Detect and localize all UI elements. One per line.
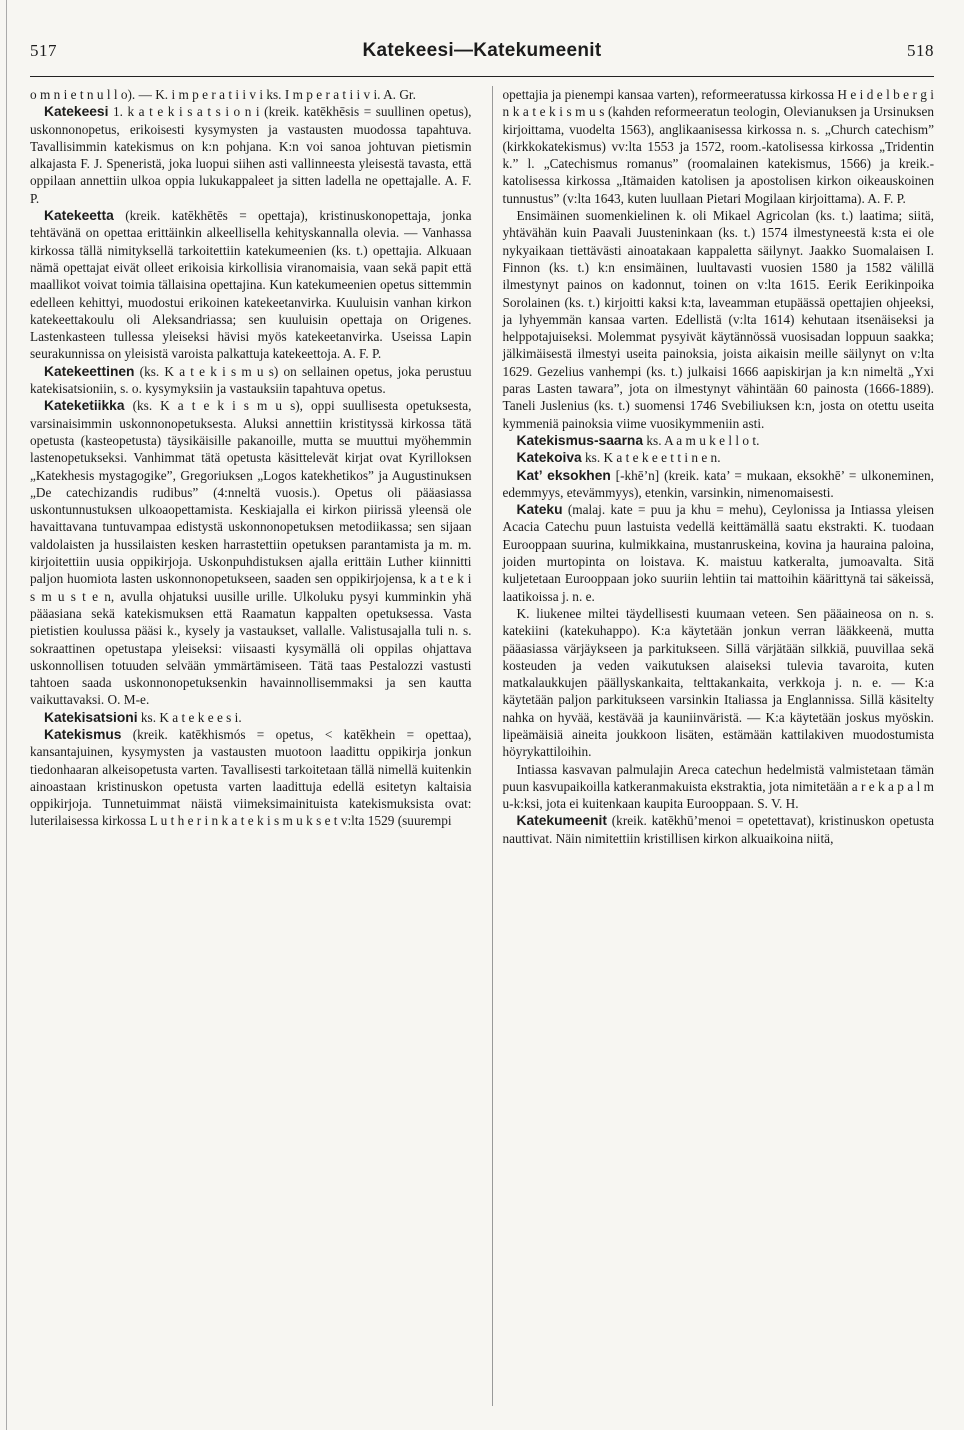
entry-paragraph [503,449,935,466]
entry-text: ks. A a m u k e l l o t. [643,432,760,448]
entry-paragraph [503,605,935,761]
entry-text: [-khē’n] (kreik. kata’ = mukaan, eksokhē’ = ulkoneminen, edemmyys, etevämmyys), etenkin, varsinkin, nimenomaisesti. [502,467,934,500]
text-columns [30,86,934,1406]
right-column [492,86,935,1406]
entry-headword: Katekeetta [44,208,114,224]
entry-paragraph [30,103,472,207]
page-header [30,40,934,77]
entry-paragraph [30,397,472,708]
entry-paragraph [503,761,935,813]
entry-headword: Katekeesi [44,104,109,120]
entry-text: (ks. K a t e k i s m u s) on sellainen opetus, joka perustuu katekisatsioniin, s. o. kysymyksiin ja vastauksiin tapahtuva opetus. [30,363,472,397]
entry-paragraph [503,467,935,502]
entry-headword: Katekisatsioni [44,709,138,725]
entry-headword: Katekismus [44,726,122,742]
entry-text: (ks. K a t e k i s m u s), oppi suullisesta opetuksesta, varsinaisimmin uskonnonopetuksesta. Aluksi annettiin kristityssä kirkossa tätä opetusta (kasteopetusta) täysikäisille pakanoille, mutta se muuttui myöhemmin lastenopetukseksi. Vanhimmat tätä opetusta käsittelevät kirjat ovat Kyrilloksen „Katekhesis mystagogike”, Gregoriuksen „Logos katekhetikos” ja Augustinuksen „De catechizandis rudibus” (4:nneltä vuosis.). Opetus oli pääasiassa uskontunnustuksen ulkoaopettamista. Keskiajalla ei kirkon piirissä yleensä ole havaittavana tuntuvampaa edistystä uskonnonopetuksen metodiikassa; sen sijaan valdolaisten ja hussilaisten kesken harrastettiin opetuksen parantamista ja m. m. kirjoitettiin uusia oppikirjoja. Uskonpuhdistuksen ajalla erittäin Luther kiinnitti paljon huomiota lasten uskonnonopetukseen, saaden sen oppikirjojensa, k a t e k i s m u s t e n, avulla ohjatuksi uusille urille. Ulkoluku pysyi kumminkin yhä pääasiana sekä katekismuksen että Raamatun kappalten opetuksessa. Vasta pietistien koulussa pääsi k., kysely ja vastaukset, vallalle. Valistusajalla tuli n. s. sokraattinen opetustapa yleiseksi: viisaasti kysymällä oli oppilas ohjattava uskonnollisen totuuden selvään ymmärtämiseen. Tätä taas Pestalozzi vastusti tahtoen saada uskonnonopetuksenkin havainnollisemmaksi ja sen kautta vaikuttavaksi. O. M-e. [30,398,472,708]
entry-headword: Katekismus-saarna [516,432,644,448]
left-column [30,86,472,1406]
entry-paragraph [503,207,935,432]
entry-text: (kreik. katēkhū’menoi = opetettavat), kristinuskon opetusta nauttivat. Näin nimitettiin kristillisen kirkon alkuaikoina niitä, [502,813,934,846]
entry-text: K. liukenee miltei täydellisesti kuumaan veteen. Sen pääaineosa on n. s. katekiini (katekuhappo). K:a käytetään jonkun verran lääkkeenä, mutta pääasiassa värjäykseen ja parkitukseen. Sillä värjätään silkkiä, puuvillaa sekä kosteuden ja veden vaikutuksen alaiseksi tulevia tavaroita, kuten matkalaukkujen päällyskankaita, telttakankaita, verkkoja j. n. e. — K:a käytetään paljon parkitukseen varsinkin Italiassa ja Englannissa. Sillä käsitelty nahka on hyvää, kestävää ja kauniinväristä. — K:a käytetään joskus myöskin. lipeämäisiä aineita joukkoon lisäten, estämään kattilakiven muodostumista höyrykattiloihin. [502,605,934,760]
entry-paragraph [30,207,472,363]
right-page-number: 518 [907,41,934,60]
entry-paragraph [503,86,935,207]
entry-headword: Katekeettinen [44,363,135,379]
entry-text: Ensimäinen suomenkielinen k. oli Mikael Agricolan (ks. t.) laatima; siitä, yhtävähän kuin Paavali Juusteninkaan (ks. t.) 1574 ilmestyneestä k:sta ei ole nykyaikaan tiettävästi ainoatakaan kappaletta säilynyt. Jaakko Suomalaisen I. Finnon (ks. t.) k:n ensimäinen, luultavasti vuosien 1580 ja 1582 välillä ilmestynyt painos on kadonnut, toinen on v:lta 1615. Eerik Eerikinpoika Sorolainen (ks. t.) kirjoitti kaksi k:ta, laveamman etupäässä opettajien ohjeeksi, ja lyhyemmän kansaa varten. Edellistä (v:lta 1614) kehutaan itsenäiseksi ja helppotajuiseksi. Molemmat pysyivät käytännössä vuosisadan loppuun saakka; jälkimäisestä ilmestyi useita painoksia, joista aikaisin meille säilynyt on v:lta 1629. Gezelius vanhempi (ks. t.) julkaisi 1666 aapiskirjan ja k:n nimeltä „Yxi paras Lasten tawara”, jota on ilmestynyt vähintään 60 painosta (1666-1889). Taneli Juslenius (ks. t.) suomensi 1746 Svebiliuksen k:n, josta on otettu useita kymmeniä painoksia viime vuosikymmeniin asti. [502,208,934,431]
entry-paragraph [503,812,935,847]
running-title: Katekeesi—Katekumeenit [362,40,602,61]
entry-text: (kreik. katēkhētēs = opettaja), kristinuskonopettaja, jonka tehtävänä on opettaa erittäinkin alkeellisella kehityskannalla olevia. — Vanhassa kirkossa tällä nimityksellä tarkoitettiin katekumeenien (ks. t.) opettajia. Alkuaan nämä opettajat eivät olleet erikoisia kirkollisia viranomaisia, vaan sekä papit että maallikot voivat toimia tällaisina opettajina. Kun katekumeenien opetus sittemmin edelleen kehittyi, muodostui erikoinen katekeetanvirka. Kuuluisin vanhan kirkon katekeettakoulu oli Aleksandriassa; sen kuuluisin opettaja on Origenes. Lastenkasteen tullessa yleiseksi hävisi myös katekeetanvirka. Useissa Lapin seurakunnissa on yleisistä varoista palkattuja katekeettoja. A. F. P. [30,208,472,362]
entry-text: ks. K a t e k e e t t i n e n. [581,450,721,466]
entry-headword: Katekoiva [516,450,582,466]
entry-paragraph [30,363,472,398]
entry-headword: Kat’ eksokhen [516,467,611,483]
entry-headword: Kateku [516,502,563,518]
entry-text: o m n i e t n u l l o). — K. i m p e r a t i i v i ks. I m p e r a t i i v i. A. Gr. [30,87,416,102]
entry-paragraph [503,501,935,605]
entry-text: 1. k a t e k i s a t s i o n i (kreik. katēkhēsis = suullinen opetus), uskonnonopetus, erikoisesti kysymysten ja vastausten muodossa tapahtuva. Tavallisimmin katekismus on k:n pohjana. K:n voi sanoa johtuvan pietismin alkajasta F. J. Speneristä, joka luopui siihen asti vallinneesta yleisestä tavasta, että oppilaan annettiin ulkoa oppia lukukappaleet ja sitten ladella ne opettajalle. A. F. P. [30,104,472,206]
entry-text: (malaj. kate = puu ja khu = mehu), Ceylonissa ja Intiassa yleisen Acacia Catechu puun lastuista vedellä keittämällä saatu ekstrakti. K. tuodaan Eurooppaan suurina, kulmikkaina, mustanruskeina, kovina ja hauraina paloina, joiden murtopinta on loistava. K. maistuu katkeralta, jumoavalta. Sitä kuljetetaan Eurooppaan joko suuriin lehtiin tai mattoihin käärittynä tai säkeissä, laatikoissa j. n. e. [502,502,934,604]
entry-text: (kreik. katēkhismós = opetus, < katēkhein = opettaa), kansantajuinen, kysymysten ja vastausten muotoon laadittu oppikirja jonkun tiedonhaaran alkeisopetusta varten. Tavallisesti tarkoitetaan tällä nimellä kuitenkin ainoastaan kristinuskon opetusta varten laadittuja edellä esitetyn kaltaisia oppikirjoja. Tunnetuimmat näistä viimeksimainituista katekismuksista ovat: luterilaisessa kirkossa L u t h e r i n k a t e k i s m u k s e t v:lta 1529 (suurempi [30,726,472,829]
binding-edge [6,0,7,1430]
entry-paragraph [30,709,472,726]
entry-paragraph [30,86,472,103]
entry-headword: Kateketiikka [44,398,125,414]
entry-text: opettajia ja pienempi kansaa varten), reformeeratussa kirkossa H e i d e l b e r g i n k a t e k i s m u s (kahden reformeeratun teologin, Olevianuksen ja Ursinuksen kirjoittama, vuodelta 1563), anglikaanisessa kirkossa n. s. „Church catechism” (kirkkokatekismus) vv:lta 1553 ja 1572, room.-katolisessa kirkossa „Tridentin k.” l. „Catechismus romanus” (roomalainen katekismus, 1566) ja kreik.-katolisessa kirkossa „Itämaiden katolisen ja apostolisen kirkon oikeauskoinen tunnustus” (v:lta 1643, kuten luullaan Pietari Mogilaan kirjoittama). A. F. P. [502,87,934,206]
entry-text: ks. K a t e k e e s i. [137,709,242,725]
entry-paragraph [503,432,935,449]
entry-text: Intiassa kasvavan palmulajin Areca catechun hedelmistä valmistetaan tämän puun kasvupaikoilla katkeranmakuista ekstraktia, jota nimitetään a r e k a p a l m u-k:ksi, jota ei kuitenkaan kaupita Eurooppaan. S. V. H. [502,761,934,812]
left-page-number: 517 [30,41,57,60]
entry-paragraph [30,726,472,830]
entry-headword: Katekumeenit [516,813,607,829]
